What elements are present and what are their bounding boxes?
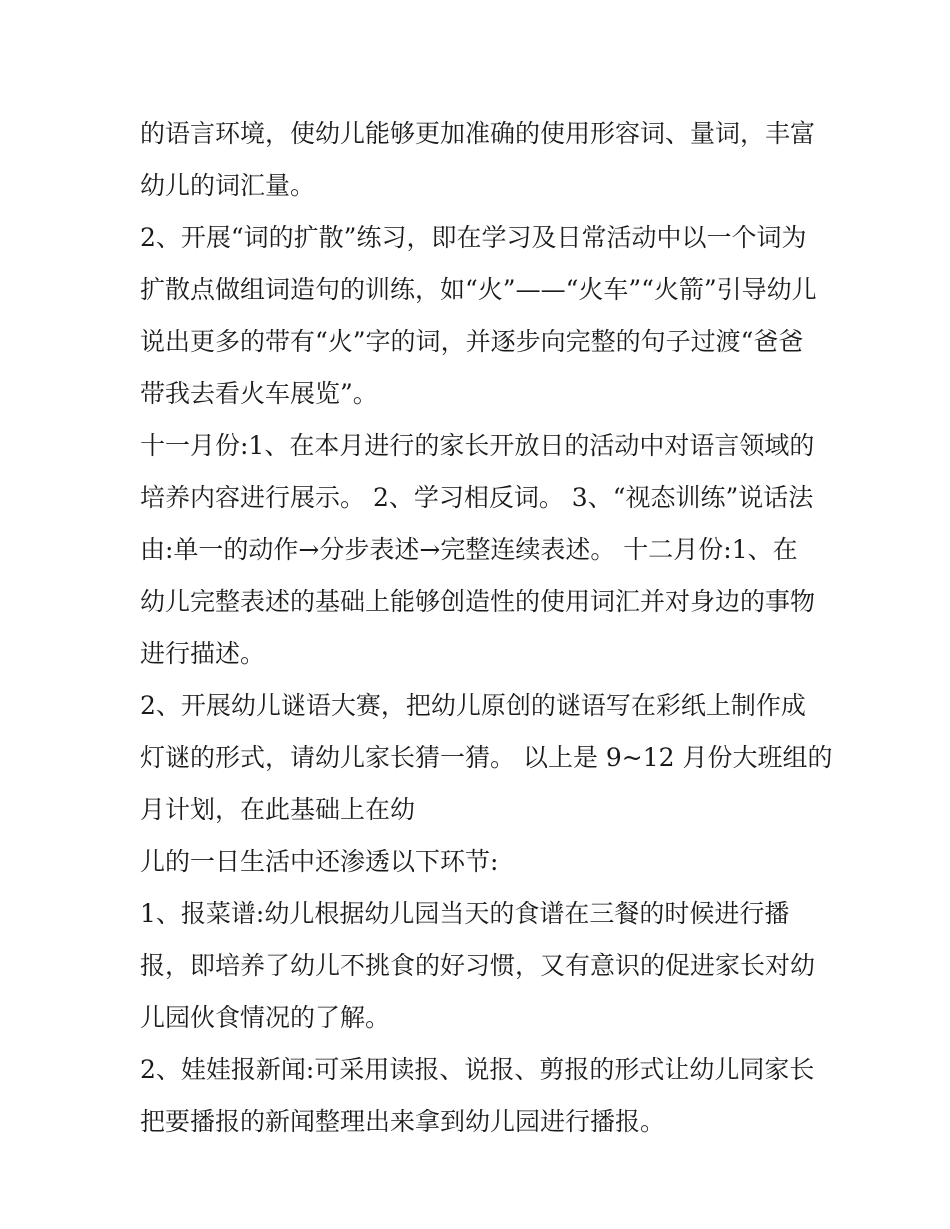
text-line: 儿的一日生活中还渗透以下环节: [140, 847, 499, 876]
text-line: 月计划，在此基础上在幼 [140, 795, 416, 824]
text-line: 幼儿完整表述的基础上能够创造性的使用词汇并对身边的事物 [140, 587, 816, 616]
text-line: 2、开展幼儿谜语大赛，把幼儿原创的谜语写在彩纸上制作成 [140, 691, 806, 720]
text-line: 十一月份:1、在本月进行的家长开放日的活动中对语言领域的 [140, 431, 815, 460]
text-line: 报，即培养了幼儿不挑食的好习惯，又有意识的促进家长对幼 [140, 951, 816, 980]
text-line: 儿园伙食情况的了解。 [140, 1003, 391, 1032]
text-line: 培养内容进行展示。 2、学习相反词。 3、“视态训练”说话法 [140, 483, 814, 512]
text-line: 1、报菜谱:幼儿根据幼儿园当天的食谱在三餐的时候进行播 [140, 899, 790, 928]
text-line: 幼儿的词汇量。 [140, 171, 316, 200]
text-line: 进行描述。 [140, 639, 266, 668]
text-line: 把要播报的新闻整理出来拿到幼儿园进行播报。 [140, 1107, 666, 1136]
text-line: 的语言环境，使幼儿能够更加准确的使用形容词、量词，丰富 [140, 119, 816, 148]
document-body [140, 108, 833, 1148]
text-line: 灯谜的形式，请幼儿家长猜一猜。 以上是 9~12 月份大班组的 [140, 743, 833, 772]
text-line: 2、娃娃报新闻:可采用读报、说报、剪报的形式让幼儿同家长 [140, 1055, 815, 1084]
text-line: 2、开展“词的扩散”练习，即在学习及日常活动中以一个词为 [140, 223, 807, 252]
text-line: 扩散点做组词造句的训练，如“火”——“火车”“火箭”引导幼儿 [140, 275, 817, 304]
text-line: 带我去看火车展览”。 [140, 379, 378, 408]
text-line: 由:单一的动作→分步表述→完整连续表述。 十二月份:1、在 [140, 535, 798, 564]
text-line: 说出更多的带有“火”字的词，并逐步向完整的句子过渡“爸爸 [140, 327, 804, 356]
